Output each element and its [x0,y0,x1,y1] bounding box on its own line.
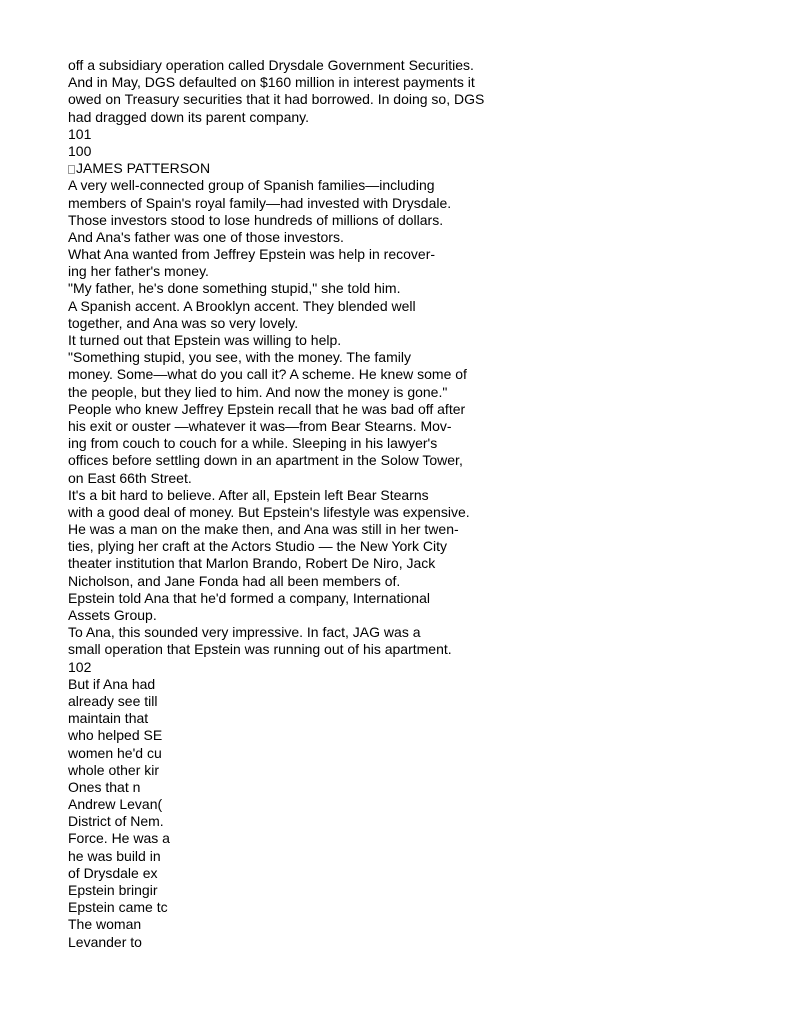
text-line: Force. He was a [68,830,170,847]
text-line: together, and Ana was so very lovely. [68,314,299,331]
text-line: Assets Group. [68,607,157,623]
text-line: Those investors stood to lose hundreds of millions of dollars. [68,211,444,228]
text-line: The woman [68,916,142,933]
text-line: with a good deal of money. But Epstein's lifestyle was expensive. [68,503,470,520]
body-text [68,177,548,658]
text-line: offices before settling down in an apartment in the Solow Tower, [68,452,463,469]
text-line: Epstein came tc [68,899,168,916]
running-header-text: JAMES PATTERSON [76,160,211,177]
running-header [68,160,548,177]
text-line: A very well-connected group of Spanish families—including [68,177,435,194]
text-line: A Spanish accent. A Brooklyn accent. They blended well [68,297,416,314]
text-line: women he'd cu [68,744,162,761]
text-line: What Ana wanted from Jeffrey Epstein was help in recover- [68,246,436,263]
text-line: off a subsidiary operation called Drysdale Government Securities. [68,57,474,73]
text-line: members of Spain's royal family—had invested with Drysdale. [68,194,452,211]
text-line: his exit or ouster —whatever it was—from Bear Stearns. Mov- [68,417,452,434]
clipped-column [68,676,180,951]
text-line: But if Ana had [68,675,156,692]
text-line: theater institution that Marlon Brando, Robert De Niro, Jack [68,555,436,572]
missing-glyph-icon [68,165,75,174]
text-line: on East 66th Street. [68,469,192,486]
text-line: ing her father's money. [68,263,209,280]
text-line: Andrew Levan( [68,796,163,813]
text-line: Epstein bringir [68,882,158,898]
text-line: money. Some—what do you call it? A scheme. He knew some of [68,366,467,383]
text-line: Epstein told Ana that he'd formed a company, International [68,589,430,606]
text-line: ties, plying her craft at the Actors Studio — the New York City [68,538,447,555]
text-line: District of Nem. [68,813,164,830]
text-line: Ones that n [68,778,141,795]
text-line: He was a man on the make then, and Ana was still in her twen- [68,521,459,538]
text-line: he was build in [68,847,161,864]
document-page [68,57,548,951]
text-line: Levander to [68,933,142,950]
text-line: who helped SE [68,727,163,744]
text-line: It turned out that Epstein was willing to help. [68,332,342,348]
text-line: small operation that Epstein was running out of his apartment. [68,641,452,658]
text-line: had dragged down its parent company. [68,108,310,125]
text-line: ing from couch to couch for a while. Sleeping in his lawyer's [68,435,438,452]
text-line: And in May, DGS defaulted on $160 million in interest payments it [68,74,475,91]
text-line: Nicholson, and Jane Fonda had all been members of. [68,572,401,589]
page-number: 100 [68,142,92,159]
text-line: "My father, he's done something stupid," she told him. [68,280,401,297]
text-line: maintain that [68,710,149,727]
intro-paragraph [68,57,548,126]
text-line: And Ana's father was one of those investors. [68,228,344,245]
page-number: 101 [68,125,92,142]
text-line: To Ana, this sounded very impressive. In fact, JAG was a [68,624,421,641]
text-line: owed on Treasury securities that it had borrowed. In doing so, DGS [68,91,485,108]
text-line: "Something stupid, you see, with the money. The family [68,349,411,366]
page-number: 102 [68,658,92,675]
text-line: It's a bit hard to believe. After all, Epstein left Bear Stearns [68,486,429,503]
text-line: of Drysdale ex [68,864,158,881]
text-line: already see till [68,692,158,709]
text-line: the people, but they lied to him. And now the money is gone." [68,383,448,400]
text-line: People who knew Jeffrey Epstein recall that he was bad off after [68,400,466,417]
text-line: whole other kir [68,761,160,778]
